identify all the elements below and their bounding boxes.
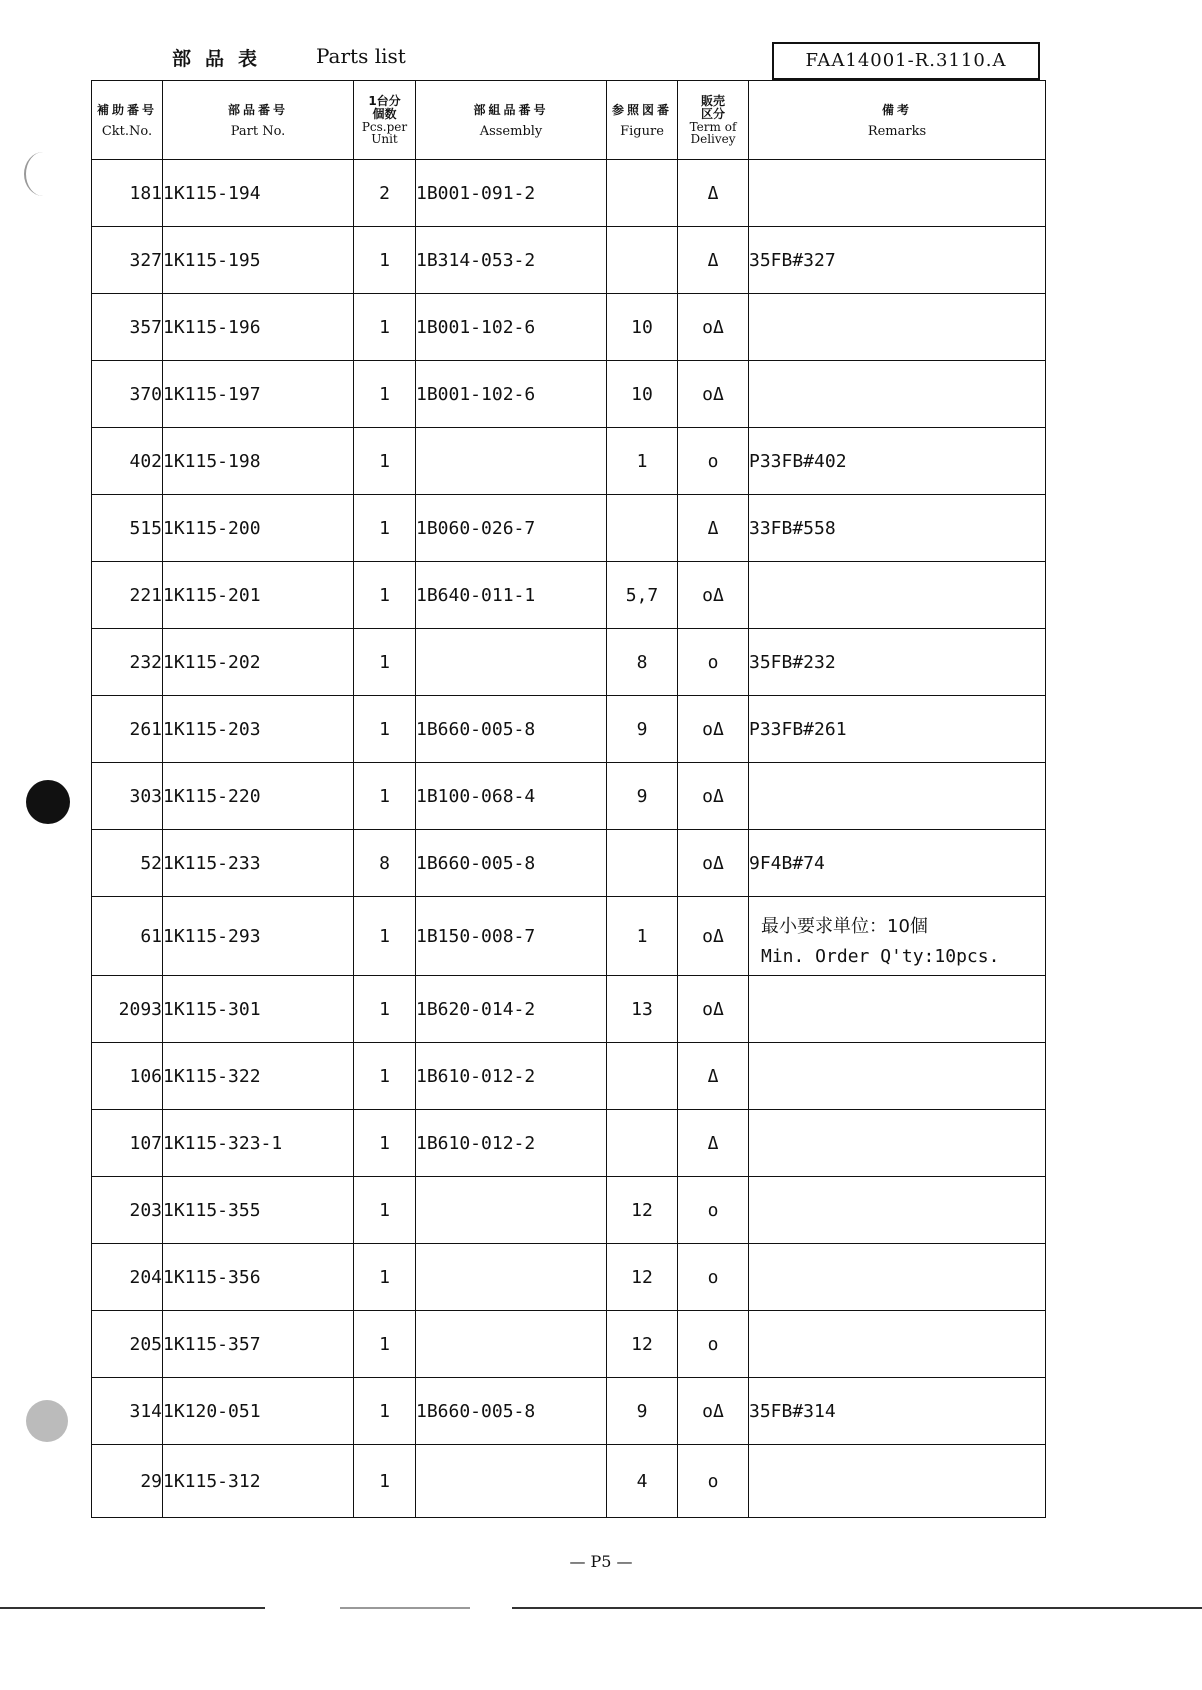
header-figure-jp: 参照図番	[611, 103, 672, 117]
part-no-cell: 1K115-220	[163, 763, 354, 830]
term-cell: o	[678, 1445, 749, 1518]
term-cell: oΔ	[678, 763, 749, 830]
figure-cell: 13	[607, 976, 678, 1043]
remarks-cell	[749, 1043, 1046, 1110]
term-cell: oΔ	[678, 294, 749, 361]
title-english: Parts list	[316, 44, 406, 68]
remarks-cell: 33FB#558	[749, 495, 1046, 562]
pcs-cell: 1	[354, 1244, 416, 1311]
part-no-cell: 1K115-322	[163, 1043, 354, 1110]
ckt-no-cell: 327	[92, 227, 163, 294]
pcs-cell: 1	[354, 629, 416, 696]
term-cell: oΔ	[678, 976, 749, 1043]
title-japanese: 部品表	[172, 48, 272, 70]
figure-cell: 10	[607, 361, 678, 428]
pcs-cell: 2	[354, 160, 416, 227]
part-no-cell: 1K115-355	[163, 1177, 354, 1244]
table-row	[92, 763, 1046, 830]
assembly-cell: 1B660-005-8	[416, 830, 607, 897]
punch-hole-mark	[26, 1400, 68, 1442]
part-no-cell: 1K115-198	[163, 428, 354, 495]
header-ckt-jp: 補助番号	[96, 103, 157, 117]
table-row	[92, 1311, 1046, 1378]
pcs-cell: 1	[354, 1043, 416, 1110]
remarks-cell	[749, 976, 1046, 1043]
pcs-cell: 8	[354, 830, 416, 897]
term-cell: o	[678, 629, 749, 696]
ckt-no-cell: 205	[92, 1311, 163, 1378]
remarks-cell	[749, 1177, 1046, 1244]
bottom-rule	[0, 1607, 265, 1609]
figure-cell: 10	[607, 294, 678, 361]
header-part-en: Part No.	[230, 124, 286, 139]
term-cell: oΔ	[678, 361, 749, 428]
table-row	[92, 562, 1046, 629]
parts-table	[91, 80, 1046, 1518]
figure-cell: 12	[607, 1311, 678, 1378]
figure-cell: 8	[607, 629, 678, 696]
assembly-cell	[416, 1177, 607, 1244]
part-no-cell: 1K115-195	[163, 227, 354, 294]
pcs-cell: 1	[354, 1177, 416, 1244]
term-cell: Δ	[678, 227, 749, 294]
assembly-cell: 1B610-012-2	[416, 1043, 607, 1110]
figure-cell	[607, 1043, 678, 1110]
part-no-cell: 1K115-196	[163, 294, 354, 361]
part-no-cell: 1K115-194	[163, 160, 354, 227]
pcs-cell: 1	[354, 562, 416, 629]
pcs-cell: 1	[354, 294, 416, 361]
part-no-cell: 1K115-293	[163, 897, 354, 976]
remarks-min-order-jp: 最小要求単位：10個	[761, 916, 928, 937]
assembly-cell: 1B001-102-6	[416, 294, 607, 361]
term-cell: Δ	[678, 1043, 749, 1110]
remarks-cell	[749, 160, 1046, 227]
assembly-cell: 1B150-008-7	[416, 897, 607, 976]
ckt-no-cell: 52	[92, 830, 163, 897]
pcs-cell: 1	[354, 1311, 416, 1378]
term-cell: Δ	[678, 495, 749, 562]
remarks-cell	[749, 361, 1046, 428]
assembly-cell: 1B314-053-2	[416, 227, 607, 294]
term-cell: o	[678, 428, 749, 495]
table-row	[92, 227, 1046, 294]
figure-cell: 9	[607, 763, 678, 830]
remarks-cell	[749, 562, 1046, 629]
part-no-cell: 1K115-200	[163, 495, 354, 562]
table-row	[92, 1177, 1046, 1244]
table-row	[92, 897, 1046, 976]
assembly-cell: 1B640-011-1	[416, 562, 607, 629]
part-no-cell: 1K115-357	[163, 1311, 354, 1378]
figure-cell: 12	[607, 1177, 678, 1244]
header-pcs-en-1: Pcs.per	[361, 120, 408, 134]
header-term-en-2: Delivey	[690, 132, 736, 146]
assembly-cell	[416, 428, 607, 495]
remarks-cell	[749, 1110, 1046, 1177]
punch-hole-mark	[26, 780, 70, 824]
assembly-cell: 1B660-005-8	[416, 1378, 607, 1445]
header-part-jp: 部品番号	[227, 103, 288, 117]
header-term-jp-1: 販売	[700, 94, 725, 108]
header-remarks-jp: 備考	[881, 103, 912, 117]
assembly-cell: 1B660-005-8	[416, 696, 607, 763]
pcs-cell: 1	[354, 1378, 416, 1445]
part-no-cell: 1K115-203	[163, 696, 354, 763]
pcs-cell: 1	[354, 897, 416, 976]
punch-hole-mark	[24, 152, 62, 196]
page-number: — P5 —	[569, 1552, 633, 1571]
header-ckt-en: Ckt.No.	[101, 124, 153, 139]
part-no-cell: 1K115-312	[163, 1445, 354, 1518]
table-row	[92, 1244, 1046, 1311]
ckt-no-cell: 29	[92, 1445, 163, 1518]
pcs-cell: 1	[354, 1110, 416, 1177]
remarks-cell	[749, 1311, 1046, 1378]
term-cell: o	[678, 1311, 749, 1378]
pcs-cell: 1	[354, 227, 416, 294]
table-row	[92, 1378, 1046, 1445]
term-cell: oΔ	[678, 1378, 749, 1445]
part-no-cell: 1K115-301	[163, 976, 354, 1043]
assembly-cell: 1B060-026-7	[416, 495, 607, 562]
ckt-no-cell: 221	[92, 562, 163, 629]
ckt-no-cell: 203	[92, 1177, 163, 1244]
table-row	[92, 294, 1046, 361]
document-number: FAA14001-R.3110.A	[772, 42, 1040, 80]
header-pcs-per-unit	[354, 81, 416, 160]
header-assembly-en: Assembly	[479, 124, 543, 139]
table-row	[92, 696, 1046, 763]
remarks-cell	[749, 1445, 1046, 1518]
header-pcs-jp-1: 1台分	[368, 94, 401, 108]
header-assembly-jp: 部組品番号	[473, 103, 549, 117]
part-no-cell: 1K115-323-1	[163, 1110, 354, 1177]
term-cell: oΔ	[678, 830, 749, 897]
ckt-no-cell: 204	[92, 1244, 163, 1311]
figure-cell	[607, 1110, 678, 1177]
figure-cell: 12	[607, 1244, 678, 1311]
ckt-no-cell: 314	[92, 1378, 163, 1445]
table-row	[92, 1445, 1046, 1518]
assembly-cell: 1B001-091-2	[416, 160, 607, 227]
figure-cell: 1	[607, 428, 678, 495]
remarks-cell	[749, 763, 1046, 830]
pcs-cell: 1	[354, 976, 416, 1043]
assembly-cell	[416, 1244, 607, 1311]
remarks-cell: 35FB#232	[749, 629, 1046, 696]
ckt-no-cell: 370	[92, 361, 163, 428]
table-row	[92, 830, 1046, 897]
assembly-cell	[416, 629, 607, 696]
ckt-no-cell: 181	[92, 160, 163, 227]
term-cell: Δ	[678, 1110, 749, 1177]
pcs-cell: 1	[354, 495, 416, 562]
header-term-of-delivery	[678, 81, 749, 160]
assembly-cell	[416, 1445, 607, 1518]
pcs-cell: 1	[354, 763, 416, 830]
pcs-cell: 1	[354, 696, 416, 763]
figure-cell: 9	[607, 1378, 678, 1445]
term-cell: Δ	[678, 160, 749, 227]
term-cell: oΔ	[678, 696, 749, 763]
header-term-jp-2: 区分	[700, 107, 725, 121]
ckt-no-cell: 303	[92, 763, 163, 830]
figure-cell	[607, 227, 678, 294]
ckt-no-cell: 357	[92, 294, 163, 361]
ckt-no-cell: 232	[92, 629, 163, 696]
remarks-cell: P33FB#261	[749, 696, 1046, 763]
term-cell: oΔ	[678, 562, 749, 629]
figure-cell: 4	[607, 1445, 678, 1518]
header-assembly	[416, 81, 607, 160]
header-pcs-jp-2: 個数	[372, 107, 397, 121]
ckt-no-cell: 402	[92, 428, 163, 495]
term-cell: o	[678, 1244, 749, 1311]
header-part-no	[163, 81, 354, 160]
bottom-rule	[340, 1607, 470, 1609]
figure-cell	[607, 160, 678, 227]
part-no-cell: 1K115-356	[163, 1244, 354, 1311]
assembly-cell: 1B620-014-2	[416, 976, 607, 1043]
ckt-no-cell: 515	[92, 495, 163, 562]
table-header-row	[92, 81, 1046, 160]
ckt-no-cell: 106	[92, 1043, 163, 1110]
remarks-cell	[749, 897, 1046, 976]
part-no-cell: 1K115-202	[163, 629, 354, 696]
remarks-cell	[749, 294, 1046, 361]
assembly-cell: 1B001-102-6	[416, 361, 607, 428]
assembly-cell	[416, 1311, 607, 1378]
part-no-cell: 1K120-051	[163, 1378, 354, 1445]
figure-cell: 9	[607, 696, 678, 763]
part-no-cell: 1K115-201	[163, 562, 354, 629]
remarks-min-order-en: Min. Order Q'ty:10pcs.	[761, 946, 1000, 967]
ckt-no-cell: 107	[92, 1110, 163, 1177]
part-no-cell: 1K115-197	[163, 361, 354, 428]
pcs-cell: 1	[354, 1445, 416, 1518]
figure-cell: 5,7	[607, 562, 678, 629]
remarks-cell	[749, 1244, 1046, 1311]
pcs-cell: 1	[354, 428, 416, 495]
remarks-cell: 9F4B#74	[749, 830, 1046, 897]
remarks-cell: P33FB#402	[749, 428, 1046, 495]
figure-cell	[607, 830, 678, 897]
table-row	[92, 428, 1046, 495]
term-cell: o	[678, 1177, 749, 1244]
remarks-cell: 35FB#327	[749, 227, 1046, 294]
header-term-en-1: Term of	[689, 120, 737, 134]
header-pcs-en-2: Unit	[371, 132, 398, 146]
header-figure-en: Figure	[620, 124, 664, 139]
term-cell: oΔ	[678, 897, 749, 976]
header-figure	[607, 81, 678, 160]
table-row	[92, 495, 1046, 562]
remarks-cell: 35FB#314	[749, 1378, 1046, 1445]
header-remarks-en: Remarks	[867, 124, 927, 139]
table-row	[92, 1110, 1046, 1177]
assembly-cell: 1B100-068-4	[416, 763, 607, 830]
header-ckt-no	[92, 81, 163, 160]
ckt-no-cell: 2093	[92, 976, 163, 1043]
part-no-cell: 1K115-233	[163, 830, 354, 897]
table-row	[92, 1043, 1046, 1110]
assembly-cell: 1B610-012-2	[416, 1110, 607, 1177]
table-row	[92, 976, 1046, 1043]
pcs-cell: 1	[354, 361, 416, 428]
table-row	[92, 160, 1046, 227]
ckt-no-cell: 61	[92, 897, 163, 976]
ckt-no-cell: 261	[92, 696, 163, 763]
bottom-rule	[512, 1607, 1202, 1609]
table-row	[92, 629, 1046, 696]
figure-cell	[607, 495, 678, 562]
table-row	[92, 361, 1046, 428]
figure-cell: 1	[607, 897, 678, 976]
header-remarks	[749, 81, 1046, 160]
